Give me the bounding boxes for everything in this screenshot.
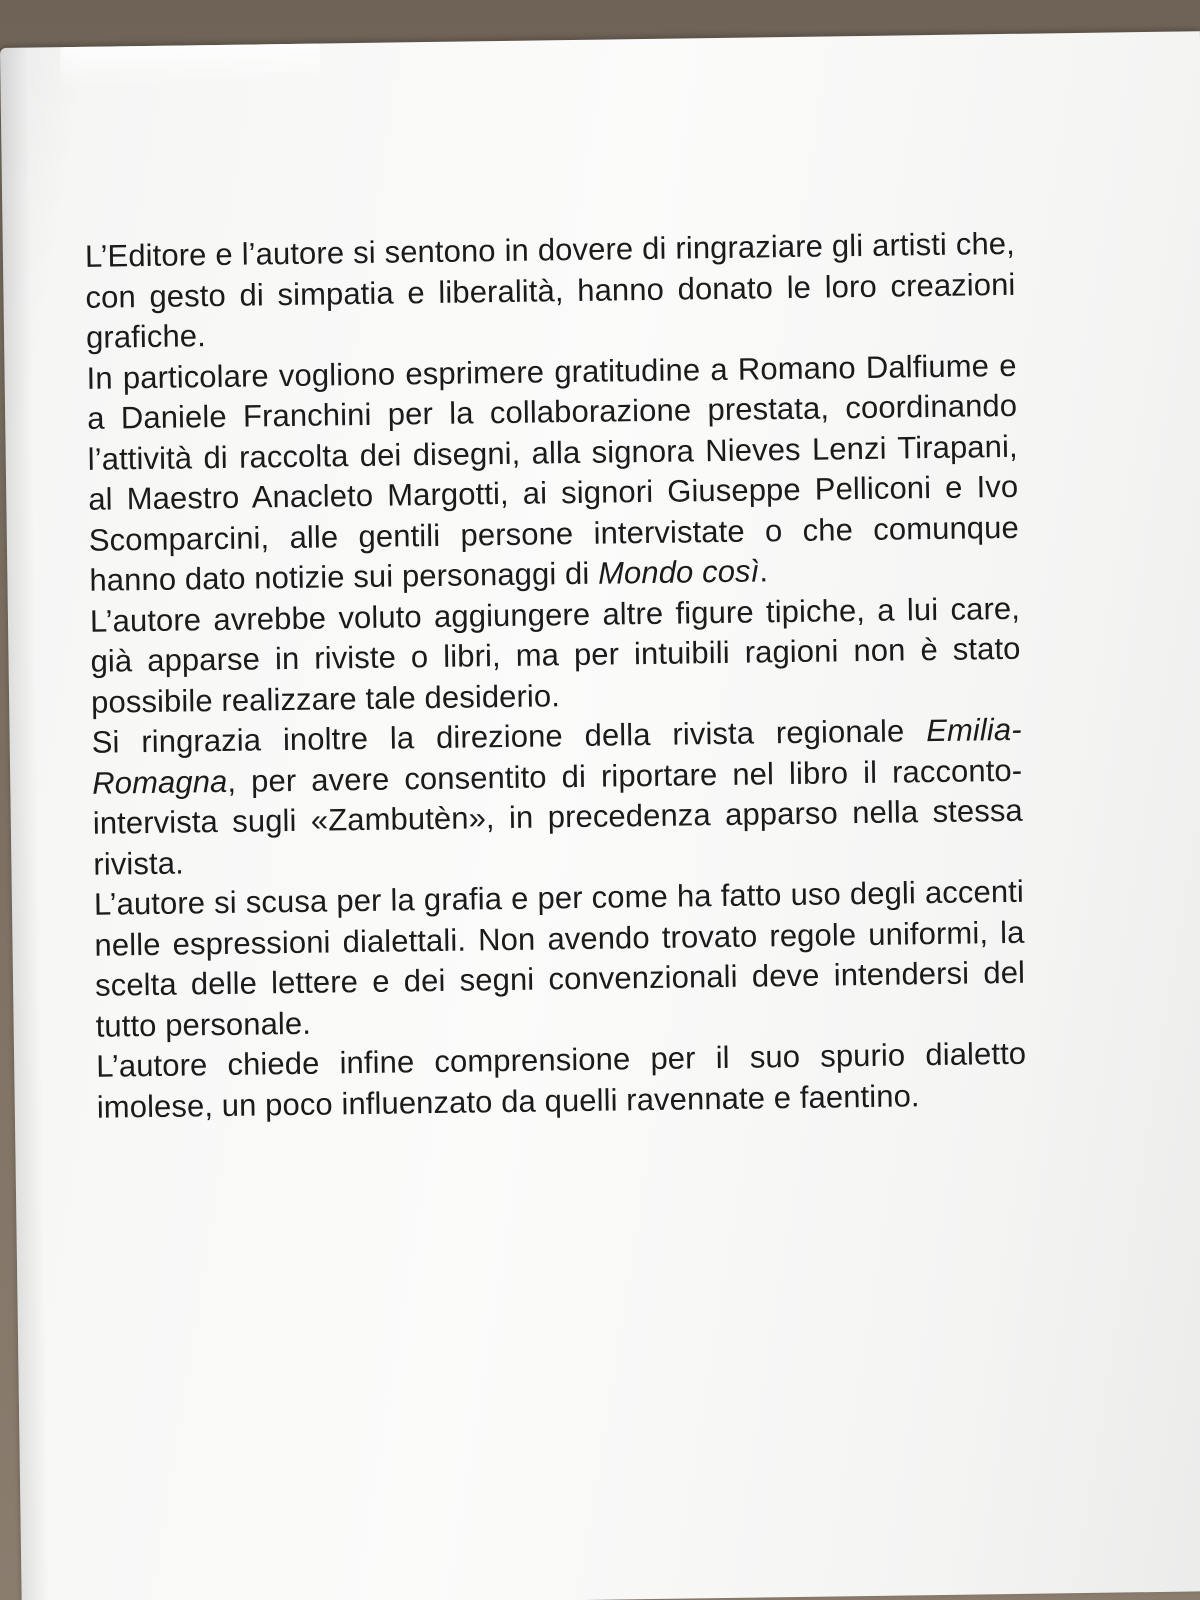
book-page xyxy=(0,31,1200,1600)
paragraph-1-text: L’Editore e l’autore si sentono in dovere di ringraziare gli artisti che, con gesto di simpatia e liberalità, hanno donato le loro creazioni grafiche. xyxy=(84,225,1016,355)
paragraph-5-text: L’autore si scusa per la grafia e per come ha fatto uso degli accenti nelle espressioni dialettali. Non avendo trovato regole uniformi, la scelta delle lettere e dei segni convenzionali deve intendersi del tutto personale. xyxy=(93,873,1026,1044)
paragraph-3 xyxy=(90,588,1022,722)
acknowledgements-text xyxy=(85,224,1027,1128)
paragraph-4-end: , per avere consentito di riportare nel libro il racconto-intervista sugli «Zambutèn», in precedenza apparso nella stessa rivista. xyxy=(92,752,1023,882)
paragraph-3-text: L’autore avrebbe voluto aggiungere altre figure tipiche, a lui care, già apparse in riviste o libri, ma per intuibili ragioni non è stato possibile realizzare tale desiderio. xyxy=(89,590,1021,720)
paragraph-2-end: . xyxy=(759,553,769,589)
paragraph-4-text: Si ringrazia inoltre la direzione della rivista regionale xyxy=(91,713,927,760)
paragraph-4 xyxy=(91,710,1023,885)
paragraph-6-text: L’autore chiede infine comprensione per il suo spurio dialetto imolese, un poco influenzato da quelli ravennate e faentino. xyxy=(95,1035,1027,1125)
book-title-mondo-cosi: Mondo così xyxy=(597,553,760,591)
paragraph-5 xyxy=(94,872,1026,1047)
paragraph-6 xyxy=(96,1034,1027,1128)
paragraph-2-text: In particolare vogliono esprimere gratitudine a Romano Dalfiume e a Daniele Franchini per la collaborazione prestata, coordinando l’attività di raccolta dei disegni, alla signora Nieves Lenzi Tirapani, al Maestro Anacleto Margotti, ai signori Giuseppe Pelliconi e Ivo Scomparcini, alle gentili persone intervistate o che comunque hanno dato notizie sui personaggi di xyxy=(86,347,1020,598)
page-gloss xyxy=(60,44,321,88)
paragraph-2 xyxy=(86,345,1019,601)
paragraph-1 xyxy=(85,224,1017,358)
magazine-title-emilia-romagna: Emilia-Romagna xyxy=(92,711,1022,801)
